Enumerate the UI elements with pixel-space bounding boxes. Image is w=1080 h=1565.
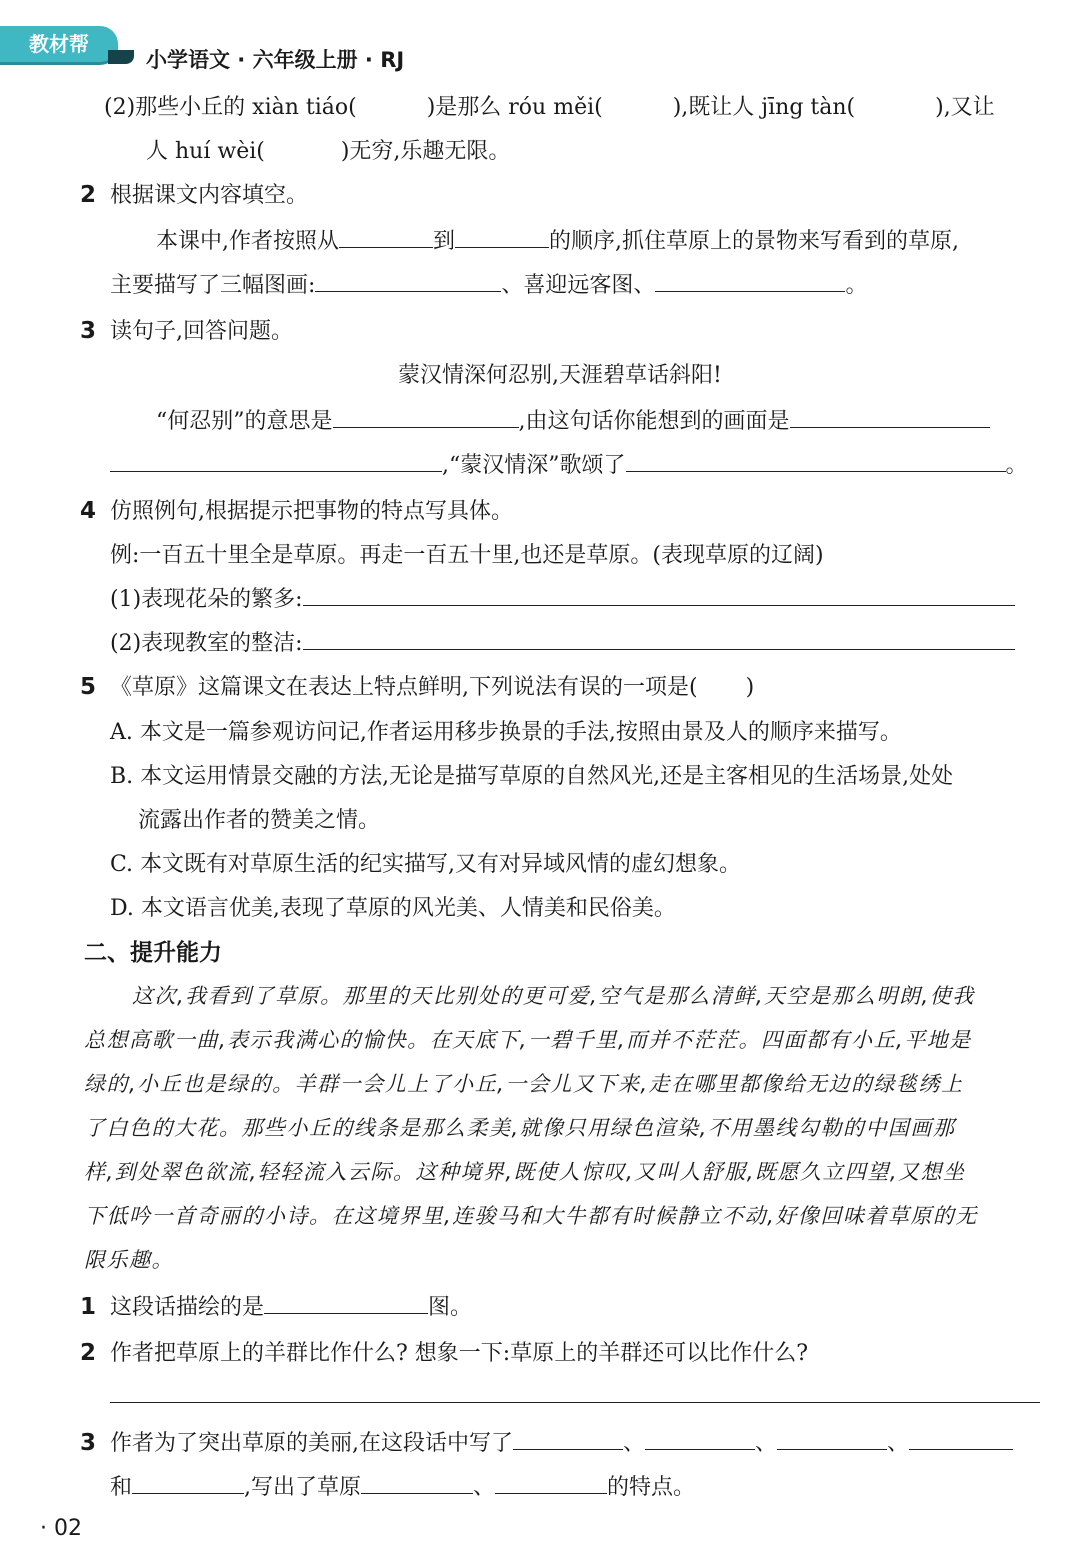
passage-line: 总想高歌一曲,表示我满心的愉快。在天底下,一碧千里,而并不茫茫。四面都有小丘,平地是	[84, 1028, 972, 1052]
s2-q3-line1: 3 作者为了突出草原的美丽,在这段话中写了 、 、 、	[80, 1426, 1013, 1457]
s2-q3-line2: 和 ,写出了草原 、 的特点。	[110, 1475, 696, 1500]
passage-line: 样,到处翠色欲流,轻轻流入云际。这种境界,既使人惊叹,又叫人舒服,既愿久立四望,又想坐	[84, 1160, 966, 1184]
q4-item1: (1)表现花朵的繁多:	[110, 582, 1015, 613]
badge-fold	[108, 50, 134, 64]
answer-blank[interactable]	[333, 409, 519, 428]
page-number: · 02	[40, 1516, 82, 1541]
book-title: 小学语文 · 六年级上册 · RJ	[146, 48, 405, 72]
passage-line: 限乐趣。	[84, 1248, 174, 1272]
q3-line1: “何忍别”的意思是 ,由这句话你能想到的画面是	[156, 404, 990, 435]
q2-line2: 主要描写了三幅图画: 、喜迎远客图、 。	[110, 273, 868, 298]
passage-line: 下低吟一首奇丽的小诗。在这境界里,连骏马和大牛都有时候静立不动,好像回味着草原的无	[84, 1204, 978, 1228]
s2-q2: 2 作者把草原上的羊群比作什么? 想象一下:草原上的羊群还可以比作什么?	[80, 1340, 809, 1366]
answer-blank[interactable]	[513, 1431, 623, 1450]
q4-stem: 4 仿照例句,根据提示把事物的特点写具体。	[80, 498, 514, 524]
answer-blank[interactable]	[303, 587, 1015, 606]
answer-blank[interactable]	[361, 1475, 473, 1494]
answer-blank[interactable]	[777, 1431, 887, 1450]
answer-blank[interactable]	[495, 1475, 607, 1494]
answer-line[interactable]	[110, 1402, 1040, 1403]
q3-line2: ,“蒙汉情深”歌颂了 。	[110, 448, 1028, 479]
answer-blank[interactable]	[655, 273, 845, 292]
q5-option-b-cont: 流露出作者的赞美之情。	[138, 808, 381, 833]
answer-blank[interactable]	[264, 1295, 428, 1314]
answer-blank[interactable]	[909, 1431, 1013, 1450]
q1-item2-line2: 人 huí wèi( )无穷,乐趣无限。	[146, 139, 511, 164]
s2-q1: 1 这段话描绘的是 图。	[80, 1294, 473, 1320]
answer-blank[interactable]	[315, 273, 501, 292]
q2-stem: 2 根据课文内容填空。	[80, 182, 309, 208]
q5-option-c: C. 本文既有对草原生活的纪实描写,又有对异域风情的虚幻想象。	[110, 852, 742, 877]
q5-option-a: A. 本文是一篇参观访问记,作者运用移步换景的手法,按照由景及人的顺序来描写。	[110, 720, 902, 745]
passage-line: 绿的,小丘也是绿的。羊群一会儿上了小丘,一会儿又下来,走在哪里都像给无边的绿毯绣上	[84, 1072, 964, 1096]
q5-option-d: D. 本文语言优美,表现了草原的风光美、人情美和民俗美。	[110, 896, 676, 921]
q3-stem: 3 读句子,回答问题。	[80, 318, 294, 344]
passage-line: 了白色的大花。那些小丘的线条是那么柔美,就像只用绿色渲染,不用墨线勾勒的中国画那	[84, 1116, 956, 1140]
q5-option-b: B. 本文运用情景交融的方法,无论是描写草原的自然风光,还是主客相见的生活场景,处处	[110, 764, 954, 789]
answer-blank[interactable]	[626, 453, 1006, 472]
q2-line1: 本课中,作者按照从 到 的顺序,抓住草原上的景物来写看到的草原,	[156, 229, 960, 254]
brand-badge: 教材帮	[0, 26, 118, 62]
q5-stem: 5 《草原》这篇课文在表达上特点鲜明,下列说法有误的一项是( )	[80, 674, 755, 700]
answer-blank[interactable]	[303, 631, 1015, 650]
q4-example: 例:一百五十里全是草原。再走一百五十里,也还是草原。(表现草原的辽阔)	[110, 543, 824, 568]
section-title: 二、提升能力	[84, 940, 222, 966]
q1-item2-line1: (2)那些小丘的 xiàn tiáo( )是那么 róu měi( ),既让人 jīng tàn( ),又让	[104, 95, 995, 120]
answer-blank[interactable]	[110, 453, 442, 472]
passage-line: 这次,我看到了草原。那里的天比别处的更可爱,空气是那么清鲜,天空是那么明朗,使我	[132, 984, 975, 1008]
q4-item2: (2)表现教室的整洁:	[110, 626, 1015, 657]
answer-blank[interactable]	[455, 229, 549, 248]
answer-blank[interactable]	[645, 1431, 755, 1450]
q3-quote: 蒙汉情深何忍别,天涯碧草话斜阳!	[398, 363, 722, 388]
answer-blank[interactable]	[339, 229, 433, 248]
answer-blank[interactable]	[790, 409, 990, 428]
answer-blank[interactable]	[132, 1475, 244, 1494]
